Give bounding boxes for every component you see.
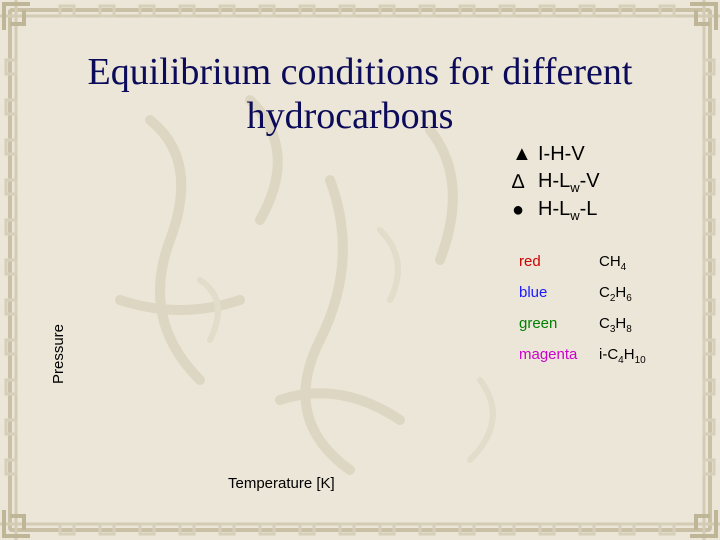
compound-formula (599, 346, 646, 366)
formula-subscript: 6 (626, 293, 632, 304)
formula-text: CH (599, 253, 621, 270)
title-line-1: Equilibrium conditions for different (87, 51, 633, 93)
phase-legend (512, 141, 600, 224)
phase-label-subscript: w (570, 208, 580, 223)
formula-subscript: 10 (634, 355, 646, 366)
phase-label: I-H-V (538, 143, 585, 165)
filled-circle-icon: ● (512, 198, 525, 221)
formula-text: H (615, 315, 627, 332)
phase-legend-item-hlwv (512, 168, 600, 196)
phase-legend-item-hlwl (512, 196, 600, 224)
color-name: magenta (519, 346, 578, 363)
title-line-2: hydrocarbons (246, 95, 454, 137)
phase-label (538, 196, 597, 224)
color-legend-row (519, 339, 646, 370)
x-axis-label: Temperature [K] (228, 475, 335, 492)
open-triangle-icon: ∆ (512, 170, 525, 193)
formula-subscript: 2 (609, 293, 616, 304)
phase-label-main: H-L (538, 198, 571, 220)
color-legend (519, 246, 646, 370)
y-axis-label: Pressure (50, 323, 67, 384)
phase-label-suffix: -L (579, 198, 598, 220)
formula-subscript: 4 (620, 262, 627, 273)
color-legend-row (519, 246, 646, 277)
color-name: green (519, 315, 558, 332)
phase-label-main: H-L (538, 170, 571, 192)
formula-text: C (599, 315, 610, 332)
phase-legend-item-ihv (512, 141, 600, 168)
compound-formula (599, 284, 632, 304)
formula-text: i-C (599, 346, 619, 363)
color-name: red (519, 253, 541, 270)
formula-subscript: 8 (626, 324, 632, 335)
filled-triangle-icon: ▲ (512, 143, 532, 165)
phase-label (538, 168, 600, 196)
formula-text: H (615, 284, 627, 301)
compound-formula (599, 253, 627, 273)
phase-label-suffix: -V (579, 170, 600, 192)
formula-subscript: 3 (609, 324, 616, 335)
color-name: blue (519, 284, 548, 301)
phase-label-subscript: w (570, 180, 580, 195)
compound-formula (599, 315, 632, 335)
slide-title (0, 50, 720, 138)
formula-subscript: 4 (618, 355, 624, 366)
formula-text: H (623, 346, 635, 363)
color-legend-row (519, 308, 646, 339)
formula-text: C (599, 284, 610, 301)
color-legend-row (519, 277, 646, 308)
